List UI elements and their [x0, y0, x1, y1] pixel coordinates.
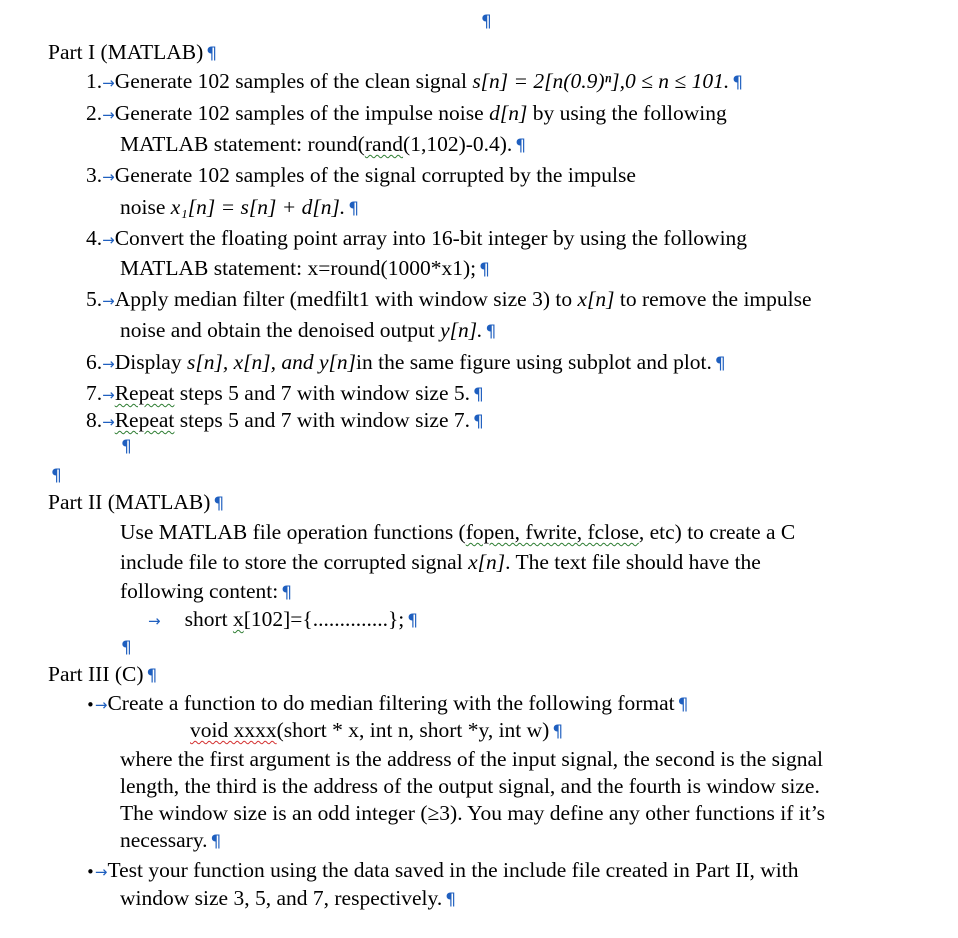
part2-code-line: → short x[102]={..............}; ¶: [148, 607, 419, 631]
part1-item-1: 1.→Generate 102 samples of the clean signal s[n] = 2[n(0.9)ⁿ],0 ≤ n ≤ 101. ¶: [86, 69, 744, 93]
part3-para-line-1: where the first argument is the address of the input signal, the second is the signal: [120, 747, 823, 771]
part1-item-7: 7.→Repeat steps 5 and 7 with window size 5. ¶: [86, 381, 484, 405]
part1-item-3: 3.→Generate 102 samples of the signal corrupted by the impulse: [86, 163, 636, 187]
part3-bullet-2: •→Test your function using the data saved in the include file created in Part II, with: [86, 858, 799, 882]
part3-para-line-2: length, the third is the address of the output signal, and the fourth is window size.: [120, 774, 820, 798]
paragraph-mark: ¶: [51, 466, 62, 486]
part1-item-2: 2.→Generate 102 samples of the impulse noise d[n] by using the following: [86, 101, 727, 125]
part2-para-line-2: include file to store the corrupted signal x[n]. The text file should have the: [120, 550, 761, 574]
paragraph-mark: ¶: [121, 437, 132, 457]
part1-item-6: 6.→Display s[n], x[n], and y[n]in the same figure using subplot and plot. ¶: [86, 350, 726, 374]
part1-heading: Part I (MATLAB) ¶: [48, 40, 218, 64]
paragraph-mark: ¶: [481, 12, 492, 32]
part3-function-signature: void xxxx(short * x, int n, short *y, int w) ¶: [190, 718, 564, 742]
part1-item-3-cont: noise x₁[n] = s[n] + d[n]. ¶: [120, 195, 360, 219]
part1-item-4: 4.→Convert the floating point array into 16-bit integer by using the following: [86, 226, 748, 250]
part2-para-line-3: following content: ¶: [120, 579, 293, 603]
part3-bullet-2-cont: window size 3, 5, and 7, respectively. ¶: [120, 886, 457, 910]
paragraph-mark: ¶: [121, 638, 132, 658]
part3-para-line-4: necessary. ¶: [120, 828, 222, 852]
part2-heading: Part II (MATLAB) ¶: [48, 490, 225, 514]
part1-item-5: 5.→Apply median filter (medfilt1 with window size 3) to x[n] to remove the impulse: [86, 287, 812, 311]
part2-para-line-1: Use MATLAB file operation functions (fopen, fwrite, fclose, etc) to create a C: [120, 520, 796, 544]
part1-item-5-cont: noise and obtain the denoised output y[n]. ¶: [120, 318, 497, 342]
part1-item-4-cont: MATLAB statement: x=round(1000*x1); ¶: [120, 256, 490, 280]
part3-heading: Part III (C) ¶: [48, 662, 158, 686]
part3-bullet-1: •→Create a function to do median filtering with the following format ¶: [86, 691, 689, 715]
part1-item-8: 8.→Repeat steps 5 and 7 with window size 7. ¶: [86, 408, 484, 432]
part3-para-line-3: The window size is an odd integer (≥3). You may define any other functions if it’s: [120, 801, 826, 825]
part1-item-2-cont: MATLAB statement: round(rand(1,102)-0.4). ¶: [120, 132, 527, 156]
